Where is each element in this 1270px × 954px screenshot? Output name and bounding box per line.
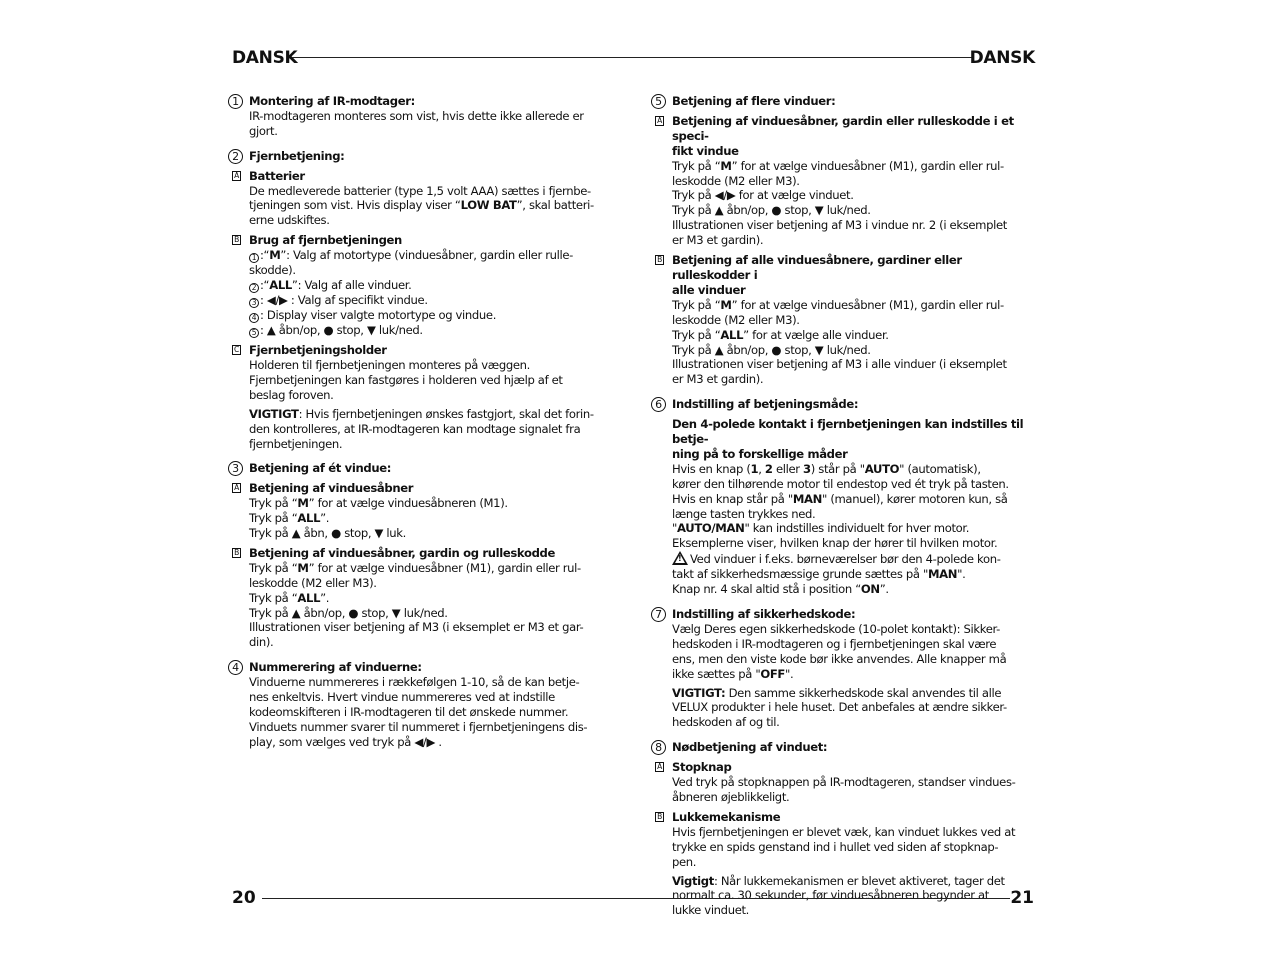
section-2 xyxy=(228,149,613,452)
text-run: : ▲ åbn/op, ● stop, ▼ luk/ned. xyxy=(260,323,423,338)
text-run: Tryk på “ xyxy=(249,560,298,575)
list-item xyxy=(249,278,613,293)
text-run-bold: M xyxy=(720,158,732,173)
section-number-badge: 3 xyxy=(228,461,243,476)
text-run: " kan indstilles individuelt for hver motor. xyxy=(744,521,970,536)
body-line: åbneren øjeblikkeligt. xyxy=(672,789,790,804)
text-run: ”. xyxy=(879,582,889,597)
text-run: ”: Valg af alle vinduer. xyxy=(291,278,412,293)
text-run-bold: ON xyxy=(860,582,880,597)
body-line: gjort. xyxy=(249,123,278,138)
subsection-8a xyxy=(657,760,1038,805)
text-run: , xyxy=(758,461,765,476)
list-item xyxy=(249,308,613,323)
section-1 xyxy=(228,94,613,139)
text-run: Knap nr. 4 skal altid stå i position “ xyxy=(672,582,861,597)
subsection-2c xyxy=(234,343,613,451)
text-run-bold: M xyxy=(720,297,732,312)
body-line: Vinduerne nummereres i rækkefølgen 1-10, så de kan betje- xyxy=(249,675,580,690)
text-run: ". xyxy=(957,567,966,582)
body-line xyxy=(249,407,613,422)
text-run: ”. xyxy=(320,590,330,605)
body-line: beslag foroven. xyxy=(249,387,334,402)
text-run-bold: ALL xyxy=(297,590,321,605)
body-line xyxy=(672,462,1038,477)
subsection-title: Lukkemekanisme xyxy=(672,809,781,824)
body-line xyxy=(672,521,1038,536)
text-run: " xyxy=(672,521,677,536)
section-3 xyxy=(228,461,613,650)
body-line: Eksemplerne viser, hvilken knap der hører til hvilken motor. xyxy=(672,536,998,551)
text-run: ” for at vælge vinduesåbner (M1), gardin eller rul- xyxy=(731,297,1004,312)
subsection-letter-box: A xyxy=(232,171,241,181)
section-title: Nødbetjening af vinduet: xyxy=(672,740,828,755)
body-line xyxy=(249,496,613,511)
text-run-bold: AUTO xyxy=(864,461,900,476)
subsection-title: Betjening af vinduesåbner xyxy=(249,481,414,496)
section-6 xyxy=(651,397,1038,597)
text-run: ”: Valg af motortype (vinduesåbner, gardin eller rulle- xyxy=(280,248,573,263)
section-title: Fjernbetjening: xyxy=(249,148,345,163)
body-line xyxy=(249,511,613,526)
body-line: De medleverede batterier (type 1,5 volt AAA) sættes i fjernbe- xyxy=(249,183,591,198)
circled-number: 3 xyxy=(249,298,259,308)
body-line xyxy=(672,328,1038,343)
text-run-bold: OFF xyxy=(760,666,785,681)
text-run: ) står på " xyxy=(810,461,865,476)
text-run: Tryk på “ xyxy=(249,511,298,526)
text-run: : Hvis fjernbetjeningen ønskes fastgjort, skal det forin- xyxy=(298,406,594,421)
body-line xyxy=(672,874,1038,889)
text-run: Tryk på “ xyxy=(672,327,721,342)
body-line xyxy=(672,567,1038,582)
subsection-letter-box: B xyxy=(232,548,241,558)
text-run: ". xyxy=(784,666,794,681)
body-line: pen. xyxy=(672,854,697,869)
circled-number: 4 xyxy=(249,313,259,323)
text-run: Hvis en knap står på " xyxy=(672,491,793,506)
text-run: " (manuel), kører motoren kun, så xyxy=(822,491,1008,506)
body-line: din). xyxy=(249,635,274,650)
text-run-bold: Vigtigt xyxy=(672,873,714,888)
important-note xyxy=(672,874,1038,919)
subsection-letter-box: C xyxy=(232,345,241,355)
text-run-bold: ALL xyxy=(720,327,744,342)
section-7 xyxy=(651,607,1038,730)
page-number-right: 21 xyxy=(1010,888,1034,908)
section-8 xyxy=(651,740,1038,918)
body-line: play, som vælges ved tryk på ◀/▶ . xyxy=(249,734,442,749)
section-number-badge: 1 xyxy=(228,94,243,109)
header-rule xyxy=(292,57,974,58)
body-line xyxy=(249,198,613,213)
text-run: Tryk på “ xyxy=(249,590,298,605)
section-title: Indstilling af sikkerhedskode: xyxy=(672,607,856,621)
text-run: :“ xyxy=(260,248,270,263)
body-line: fjernbetjeningen. xyxy=(249,436,343,451)
text-run-bold: MAN xyxy=(715,521,745,536)
body-line: Tryk på ▲ åbn/op, ● stop, ▼ luk/ned. xyxy=(672,342,871,357)
subsection-title-continuation: alle vinduer xyxy=(672,282,746,297)
section-number-badge: 8 xyxy=(651,740,666,755)
subsection-title-continuation: ning på to forskellige måder xyxy=(672,446,848,461)
text-run-bold: MAN xyxy=(792,491,822,506)
page-number-left: 20 xyxy=(232,888,256,908)
body-line: VELUX produkter i hele huset. Det anbefales at ændre sikker- xyxy=(672,700,1007,715)
list-item xyxy=(249,293,613,308)
subsection-letter-box: B xyxy=(232,235,241,245)
text-run-bold: VIGTIGT: xyxy=(672,685,726,700)
text-run: :“ xyxy=(260,278,270,293)
text-run: " (automatisk), xyxy=(899,461,981,476)
text-run: eller xyxy=(772,461,804,476)
body-line: Fjernbetjeningen kan fastgøres i holderen ved hjælp af et xyxy=(249,372,563,387)
body-line xyxy=(672,686,1038,701)
text-run: ” for at vælge vinduesåbner (M1), gardin eller rul- xyxy=(731,158,1004,173)
subsection-letter-box: A xyxy=(232,483,241,493)
body-line: leskodde (M2 eller M3). xyxy=(672,173,800,188)
body-line: normalt ca. 30 sekunder, før vinduesåbneren begynder at xyxy=(672,888,989,903)
subsection-2b xyxy=(234,233,613,338)
body-line: kører den tilhørende motor til endestop ved ét tryk på tasten. xyxy=(672,476,1009,491)
text-run-bold: / xyxy=(711,521,716,536)
body-line xyxy=(672,492,1038,507)
important-note xyxy=(672,686,1038,731)
text-run-bold: ALL xyxy=(297,511,321,526)
subsection-letter-box: A xyxy=(655,116,664,126)
section-number-badge: 5 xyxy=(651,94,666,109)
body-line: kodeomskifteren i IR-modtageren til det ønskede nummer. xyxy=(249,705,569,719)
body-line: hedskoden af og til. xyxy=(672,715,780,730)
text-run: takt af sikkerhedsmæssige grunde sættes på " xyxy=(672,567,928,582)
text-run: : Når lukkemekanismen er blevet aktiveret, tager det xyxy=(713,873,1005,888)
subsection-3a xyxy=(234,481,613,541)
subsection-8b xyxy=(657,809,1038,918)
text-run-bold: M xyxy=(269,248,281,263)
subsection-title: Den 4-polede kontakt i fjernbetjeningen kan indstilles til betje- xyxy=(672,417,1024,447)
section-title: Indstilling af betjeningsmåde: xyxy=(672,397,859,412)
subsection-title: Stopknap xyxy=(672,760,732,775)
body-line: Vinduets nummer svarer til nummeret i fjernbetjeningens dis- xyxy=(249,719,588,734)
body-line xyxy=(672,298,1038,313)
subsection-5b xyxy=(657,253,1038,387)
body-line: Hvis fjernbetjeningen er blevet væk, kan vinduet lukkes ved at xyxy=(672,824,1016,839)
text-run-bold: LOW BAT xyxy=(460,198,517,213)
section-number-badge: 2 xyxy=(228,149,243,164)
section-number-badge: 6 xyxy=(651,397,666,412)
text-run-bold: M xyxy=(297,496,309,511)
body-line: trykke en spids genstand ind i hullet ved siden af stopknap- xyxy=(672,839,999,854)
text-run: ” for at vælge alle vinduer. xyxy=(743,327,889,342)
body-line: Illustrationen viser betjening af M3 i vindue nr. 2 (i eksemplet xyxy=(672,218,1007,233)
text-run-bold: AUTO xyxy=(676,521,712,536)
body-line: ens, men den viste kode bør ikke anvendes. Alle knapper må xyxy=(672,651,1007,666)
footer-rule xyxy=(262,898,1010,899)
warning-triangle-icon xyxy=(672,551,688,565)
list-item xyxy=(249,248,613,263)
section-5 xyxy=(651,94,1038,387)
text-run: : Display viser valgte motortype og vindue. xyxy=(260,308,497,323)
text-run: tjeningen som vist. Hvis display viser “ xyxy=(249,198,461,213)
subsection-title: Betjening af vinduesåbner, gardin og rulleskodde xyxy=(249,545,556,560)
text-run: ” for at vælge vinduesåbner (M1), gardin eller rul- xyxy=(308,560,581,575)
subsection-letter-box: B xyxy=(655,255,664,265)
body-line: Ved tryk på stopknappen på IR-modtageren, standser vindues- xyxy=(672,775,1016,790)
body-line xyxy=(672,667,1038,682)
text-run: ” for at vælge vinduesåbneren (M1). xyxy=(308,496,508,511)
body-line: er M3 et gardin). xyxy=(672,233,764,248)
section-number-badge: 7 xyxy=(651,607,666,622)
body-line: IR-modtageren monteres som vist, hvis dette ikke allerede er xyxy=(249,108,584,123)
section-title: Betjening af ét vindue: xyxy=(249,461,392,476)
body-line: nes enkeltvis. Hvert vindue nummereres ved at indstille xyxy=(249,690,555,705)
body-line: leskodde (M2 eller M3). xyxy=(672,312,800,327)
circled-number: 2 xyxy=(249,283,259,293)
section-title: Betjening af flere vinduer: xyxy=(672,94,836,108)
subsection-title: Betjening af alle vinduesåbnere, gardiner eller rulleskodder i xyxy=(672,253,962,282)
body-line xyxy=(672,551,1038,567)
subsection-title: Brug af fjernbetjeningen xyxy=(249,233,402,248)
text-run-bold: MAN xyxy=(927,567,958,582)
body-line: Tryk på ▲ åbn/op, ● stop, ▼ luk/ned. xyxy=(249,605,448,620)
text-run: Tryk på “ xyxy=(249,496,298,511)
body-line: Tryk på ◀/▶ for at vælge vinduet. xyxy=(672,188,854,203)
body-line: hedskoden i IR-modtageren og i fjernbetjeningen skal være xyxy=(672,636,997,651)
text-run-bold: 1 xyxy=(750,461,759,476)
text-run: Tryk på “ xyxy=(672,158,721,173)
body-line: den kontrolleres, at IR-modtageren kan modtage signalet fra xyxy=(249,421,581,436)
body-line: lukke vinduet. xyxy=(672,903,750,918)
body-line: Holderen til fjernbetjeningen monteres på væggen. xyxy=(249,357,530,372)
text-run: Den samme sikkerhedskode skal anvendes til alle xyxy=(725,685,1002,700)
text-run: ”. xyxy=(320,511,330,526)
header-left-title: DANSK xyxy=(232,48,298,68)
body-line xyxy=(672,159,1038,174)
body-line: Tryk på ▲ åbn, ● stop, ▼ luk. xyxy=(249,526,406,541)
body-line xyxy=(249,591,613,606)
subsection-title-continuation: fikt vindue xyxy=(672,143,739,158)
subsection-letter-box: A xyxy=(655,762,664,772)
list-item xyxy=(249,323,613,338)
right-page-column xyxy=(651,94,1038,928)
text-run: Hvis en knap ( xyxy=(672,461,751,476)
body-line: Illustrationen viser betjening af M3 i alle vinduer (i eksemplet xyxy=(672,357,1007,372)
important-note xyxy=(249,407,613,452)
section-title: Nummerering af vinduerne: xyxy=(249,660,422,675)
subsection-2a xyxy=(234,168,613,229)
section-title: Montering af IR-modtager: xyxy=(249,94,415,108)
body-line: længe tasten trykkes ned. xyxy=(672,506,816,521)
text-run: : ◀/▶ : Valg af specifikt vindue. xyxy=(260,293,428,308)
left-page-column xyxy=(228,94,613,760)
body-line xyxy=(672,582,1038,597)
subsection-title: Batterier xyxy=(249,168,305,183)
text-run-bold: M xyxy=(297,560,309,575)
section-4 xyxy=(228,660,613,749)
body-line: leskodde (M2 eller M3). xyxy=(249,575,377,590)
text-run-bold: VIGTIGT xyxy=(249,406,299,421)
text-run: ”, skal batteri- xyxy=(516,198,594,213)
body-line: Tryk på ▲ åbn/op, ● stop, ▼ luk/ned. xyxy=(672,203,871,218)
body-line xyxy=(249,561,613,576)
text-run: Tryk på “ xyxy=(672,297,721,312)
body-line: Illustrationen viser betjening af M3 (i eksemplet er M3 et gar- xyxy=(249,620,584,635)
subsection-letter-box: B xyxy=(655,812,664,822)
body-line: er M3 et gardin). xyxy=(672,372,764,387)
circled-number: 1 xyxy=(249,253,259,263)
circled-number: 5 xyxy=(249,328,259,338)
text-run-bold: 3 xyxy=(803,461,811,476)
subsection-3b xyxy=(234,545,613,650)
subsection-title: Betjening af vinduesåbner, gardin eller rulleskodde i et speci- xyxy=(672,113,1014,143)
text-run-bold: ALL xyxy=(269,278,292,293)
text-run-bold: 2 xyxy=(764,461,773,476)
header-right-title: DANSK xyxy=(969,48,1035,68)
body-line: Vælg Deres egen sikkerhedskode (10-polet kontakt): Sikker- xyxy=(672,621,1000,636)
list-item-continuation: skodde). xyxy=(249,263,296,278)
text-run: Ved vinduer i f.eks. børneværelser bør den 4-polede kon- xyxy=(690,552,1001,567)
text-run: ikke sættes på " xyxy=(672,666,761,681)
body-line: erne udskiftes. xyxy=(249,213,330,228)
section-number-badge: 4 xyxy=(228,660,243,675)
subsection-5a xyxy=(657,113,1038,248)
subsection-title: Fjernbetjeningsholder xyxy=(249,343,387,358)
